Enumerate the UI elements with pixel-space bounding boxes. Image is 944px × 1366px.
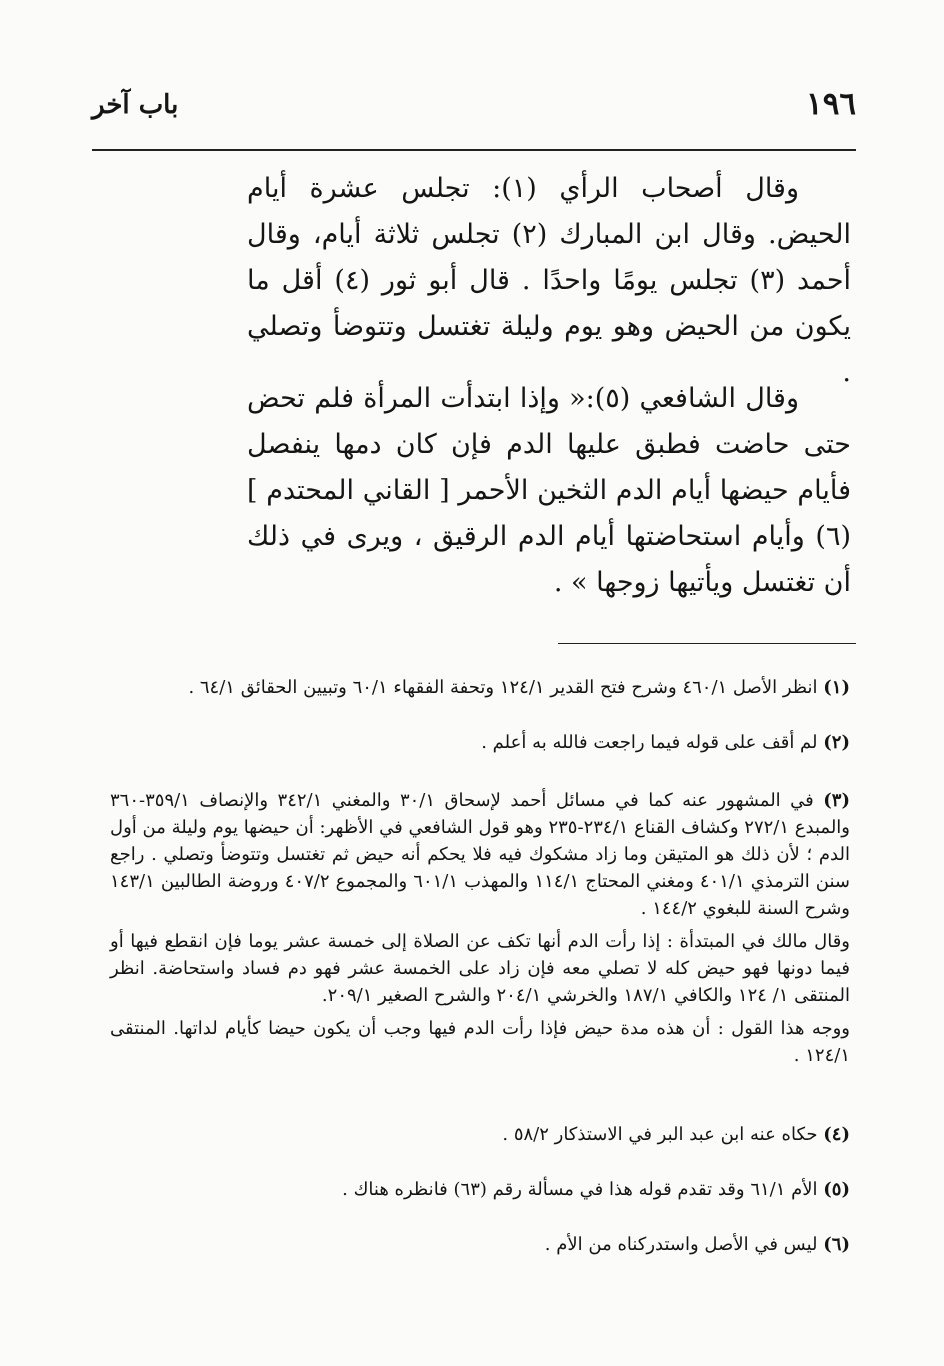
chapter-title: باب آخر [92,90,179,120]
footnote-4 [110,1121,850,1148]
footnote-number: (٥) [823,1179,850,1200]
footnote-text: حكاه عنه ابن عبد البر في الاستذكار ٥٨/٢ . [502,1124,818,1145]
page-number: ١٩٦ [806,86,856,122]
footnote-divider [558,643,856,644]
footnote-5 [110,1176,850,1203]
footnote-text: لم أقف على قوله فيما راجعت فالله به أعلم . [481,732,818,753]
footnote-text: وقال مالك في المبتدأة : إذا رأت الدم أنها تكف عن الصلاة إلى خمسة عشر يوما فإن انقطع فيها أو فيما دونها فهو حيض كله لا تصلي معه فإن زاد على الخمسة عشر فهو دم فساد واستحاضة. انظر المنتقى ١/ ١٢٤ والكافي ١٨٧/١ والخرشي ٢٠٤/١ والشرح الصغير ٢٠٩/١. [110,931,850,1006]
footnote-text: انظر الأصل ٤٦٠/١ وشرح فتح القدير ١٢٤/١ وتحفة الفقهاء ٦٠/١ وتبيين الحقائق ٦٤/١ . [188,677,818,698]
footnote-number: (٦) [823,1234,850,1255]
footnote-number: (٣) [823,790,850,811]
footnote-text: ليس في الأصل واستدركناه من الأم . [544,1234,818,1255]
footnote-text: الأم ٦١/١ وقد تقدم قوله هذا في مسألة رقم (٦٣) فانظره هناك . [342,1179,818,1200]
footnote-1 [110,674,850,701]
footnote-number: (٤) [823,1124,850,1145]
main-paragraph-2: وقال الشافعي (٥):« وإذا ابتدأت المرأة فلم تحض حتى حاضت فطبق عليها الدم فإن كان دمها ينفصل فأيام حيضها أيام الدم الثخين الأحمر [ القاني المحتدم ] (٦) وأيام استحاضتها أيام الدم الرقيق ، ويرى في ذلك أن تغتسل ويأتيها زوجها » . [247,383,851,598]
footnote-text: في المشهور عنه كما في مسائل أحمد لإسحاق ٣٠/١ والمغني ٣٤٢/١ والإنصاف ٣٥٩/١-٣٦٠ والمبدع ٢٧٢/١ وكشاف القناع ٢٣٤/١-٢٣٥ وهو قول الشافعي في الأظهر: أن حيضها يوم وليلة من أول الدم ؛ لأن ذلك هو المتيقن وما زاد مشكوك فيه فلا يحكم أنه حيض ثم تغتسل وتتوضأ وتصلي . راجع سنن الترمذي ٤٠١/١ ومغني المحتاج ١١٤/١ والمهذب ٦٠١/١ والمجموع ٤٠٧/٢ وروضة الطالبين ١٤٣/١ وشرح السنة للبغوي ١٤٤/٢ . [110,790,851,919]
header-divider [92,149,856,151]
footnote-text: ووجه هذا القول : أن هذه مدة حيض فإذا رأت الدم فيها وجب أن يكون حيضا كأيام لداتها. المنتقى ١٢٤/١ . [110,1018,850,1066]
page-header [92,86,856,146]
footnote-number: (٢) [823,732,850,753]
footnote-number: (١) [823,677,850,698]
footnote-6 [110,1231,850,1258]
main-paragraph-1: وقال أصحاب الرأي (١): تجلس عشرة أيام الحيض. وقال ابن المبارك (٢) تجلس ثلاثة أيام، وقال أحمد (٣) تجلس يومًا واحدًا . قال أبو ثور (٤) أقل ما يكون من الحيض وهو يوم وليلة تغتسل وتتوضأ وتصلي . [247,173,852,388]
footnote-3 [110,787,850,1069]
footnote-2 [110,729,850,756]
